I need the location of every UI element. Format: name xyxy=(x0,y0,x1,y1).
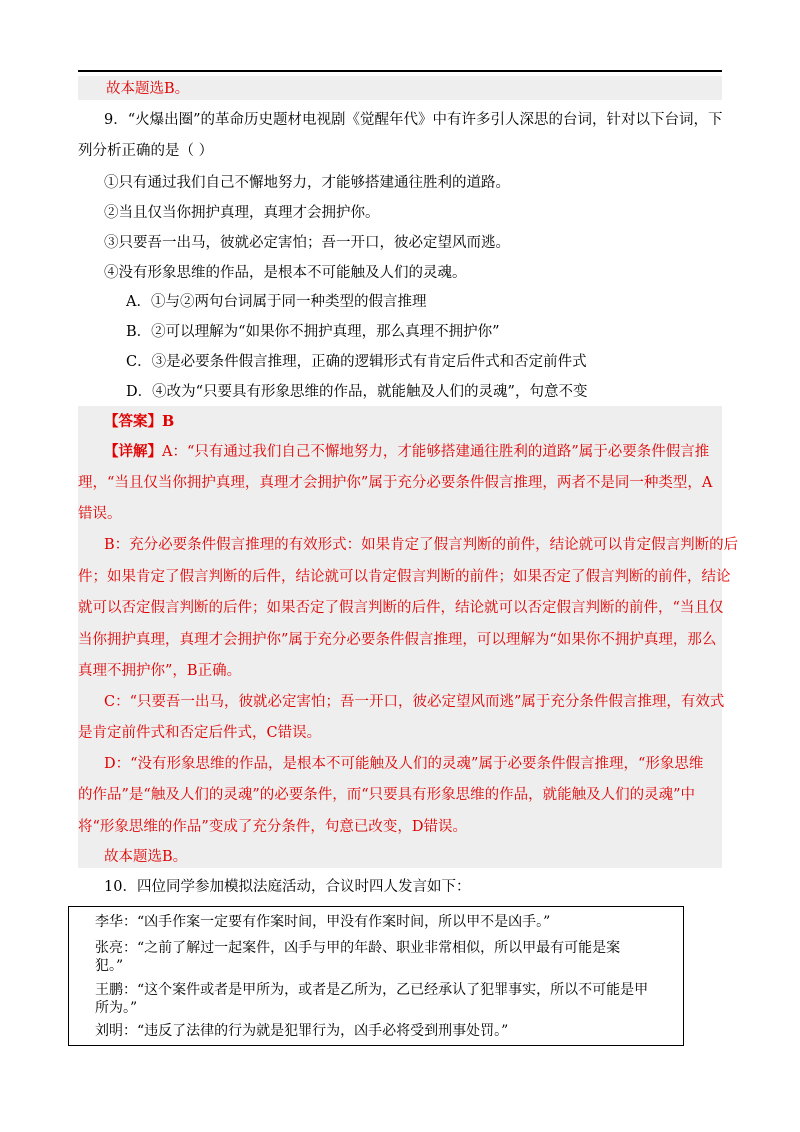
q9-option-b: B．②可以理解为“如果你不拥护真理，那么真理不拥护你” xyxy=(126,324,500,340)
detail-text-1: A：“只有通过我们自己不懈地努力，才能够搭建通往胜利的道路”属于必要条件假言推 xyxy=(162,444,710,460)
q9-statement-1: ①只有通过我们自己不懈地努力，才能够搭建通往胜利的道路。 xyxy=(104,175,510,191)
box-line-wangpeng-2: 所为。” xyxy=(95,1000,138,1016)
q9-detail-line2: 理，“当且仅当你拥护真理，真理才会拥护你”属于充分必要条件假言推理，两者不是同一种类型，A xyxy=(78,475,713,491)
q9-option-c: C．③是必要条件假言推理，正确的逻辑形式有肯定后件式和否定前件式 xyxy=(126,354,587,370)
box-line-lihua: 李华：“凶手作案一定要有作案时间，甲没有作案时间，所以甲不是凶手。” xyxy=(95,914,551,930)
q10-statements-box xyxy=(68,906,684,1046)
q9-stem-line1: 9．“火爆出圈”的革命历史题材电视剧《觉醒年代》中有许多引人深思的台词，针对以下台词，下 xyxy=(104,112,723,128)
prev-conclusion: 故本题选B。 xyxy=(106,81,190,97)
q9-detail-line1 xyxy=(104,442,709,462)
q9-statement-4: ④没有形象思维的作品，是根本不可能触及人们的灵魂。 xyxy=(104,265,467,281)
detail-label: 【详解】 xyxy=(104,443,162,460)
box-line-wangpeng-1: 王鹏：“这个案件或者是甲所为，或者是乙所为，乙已经承认了犯罪事实，所以不可能是甲 xyxy=(95,982,649,998)
answer-label: 【答案】 xyxy=(104,413,162,430)
q9-statement-3: ③只要吾一出马，彼就必定害怕；吾一开口，彼必定望风而逃。 xyxy=(104,235,510,251)
q9-detail-line13: 将“形象思维的作品”变成了充分条件，句意已改变，D错误。 xyxy=(78,819,467,835)
q9-conclusion: 故本题选B。 xyxy=(104,849,188,865)
q9-option-a: A．①与②两句台词属于同一种类型的假言推理 xyxy=(126,294,427,310)
box-line-liuming: 刘明：“违反了法律的行为就是犯罪行为，凶手必将受到刑事处罚。” xyxy=(95,1023,509,1039)
q9-detail-line10: 是肯定前件式和否定后件式，C错误。 xyxy=(78,725,322,741)
q9-detail-line4: B：充分必要条件假言推理的有效形式：如果肯定了假言判断的前件，结论就可以肯定假言判断的后 xyxy=(104,537,739,553)
q9-detail-line8: 真理不拥护你”，B正确。 xyxy=(78,663,242,679)
answer-value: B xyxy=(162,413,175,430)
q9-answer-line xyxy=(104,412,174,432)
q9-detail-line11: D：“没有形象思维的作品，是根本不可能触及人们的灵魂”属于必要条件假言推理，“形象思维 xyxy=(104,756,704,772)
q9-detail-line3: 错误。 xyxy=(78,506,122,522)
box-line-zhangliang-2: 犯。” xyxy=(95,958,124,974)
q9-detail-line12: 的作品”是“触及人们的灵魂”的必要条件，而“只要具有形象思维的作品，就能触及人们的灵魂”中 xyxy=(78,787,696,803)
box-line-zhangliang-1: 张亮：“之前了解过一起案件，凶手与甲的年龄、职业非常相似，所以甲最有可能是案 xyxy=(95,940,621,956)
q9-detail-line6: 就可以否定假言判断的后件；如果否定了假言判断的后件，结论就可以否定假言判断的前件，“当且仅 xyxy=(78,600,724,616)
q9-option-d: D．④改为“只要具有形象思维的作品，就能触及人们的灵魂”，句意不变 xyxy=(126,384,588,400)
q9-detail-line9: C：“只要吾一出马，彼就必定害怕；吾一开口，彼必定望风而逃”属于充分条件假言推理，有效式 xyxy=(104,694,725,710)
header-rule xyxy=(78,70,722,72)
q9-statement-2: ②当且仅当你拥护真理，真理才会拥护你。 xyxy=(104,205,380,221)
q10-stem: 10．四位同学参加模拟法庭活动，合议时四人发言如下： xyxy=(104,879,471,895)
q9-detail-line5: 件；如果肯定了假言判断的后件，结论就可以肯定假言判断的前件；如果否定了假言判断的前件，结论 xyxy=(78,569,731,585)
q9-detail-line7: 当你拥护真理，真理才会拥护你”属于充分必要条件假言推理，可以理解为“如果你不拥护真理，那么 xyxy=(78,632,717,648)
q9-stem-line2: 列分析正确的是（ ） xyxy=(78,143,214,159)
